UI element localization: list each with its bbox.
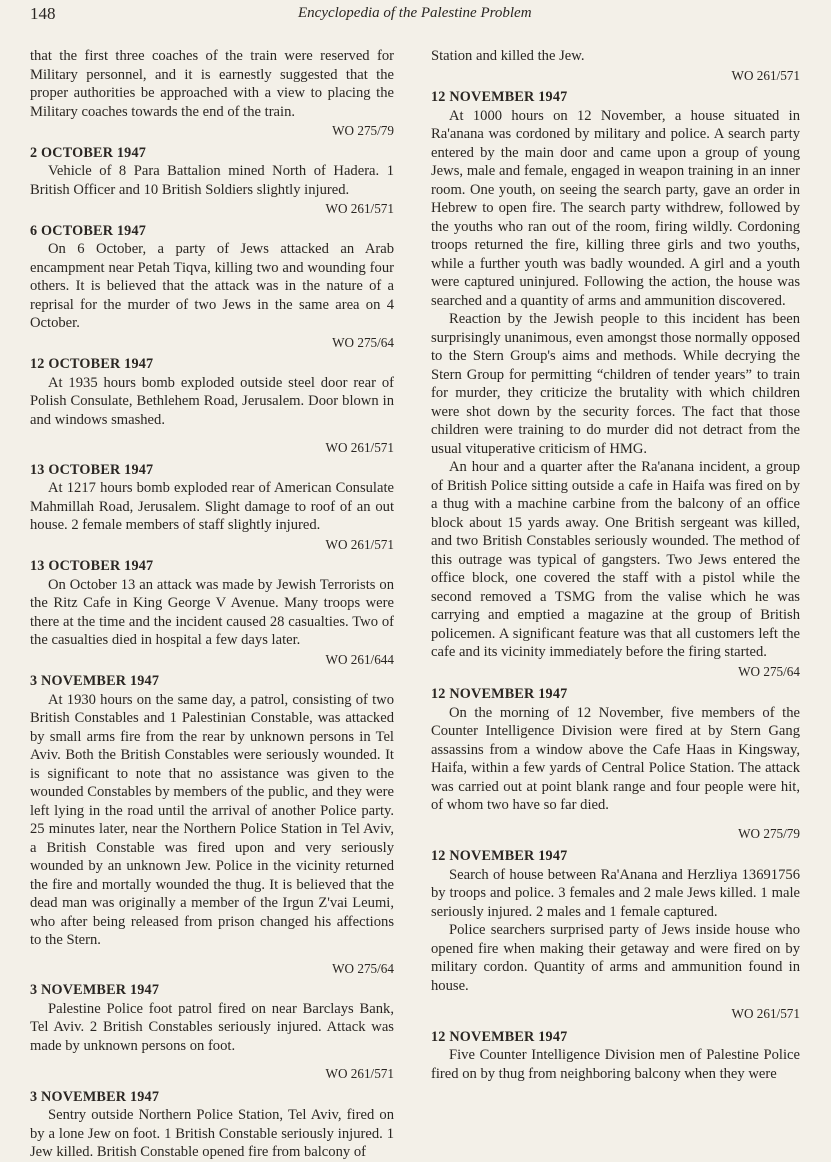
entry-heading: 13 OCTOBER 1947: [30, 558, 154, 574]
archive-reference: WO 261/571: [731, 1006, 800, 1021]
entry-paragraph: Police searchers surprised party of Jews inside house who opened fire when making their getaway and were fired on by military cordon. Quantity of arms and ammunition found in house.: [431, 922, 800, 994]
right-intro-reference: WO 261/571: [731, 67, 800, 83]
entry-heading: 3 NOVEMBER 1947: [30, 673, 160, 689]
page-header: [0, 0, 831, 34]
entry-heading: 12 OCTOBER 1947: [30, 356, 154, 372]
entry-heading: 12 NOVEMBER 1947: [431, 848, 568, 864]
archive-reference: WO 275/64: [738, 663, 800, 679]
archive-reference: WO 261/571: [325, 536, 394, 552]
right-intro-paragraph: Station and killed the Jew.: [431, 48, 585, 64]
entry-heading: 13 OCTOBER 1947: [30, 461, 154, 478]
archive-reference: WO 275/79: [738, 825, 800, 841]
right-column: [431, 47, 800, 1082]
entry-paragraph: Sentry outside Northern Police Station, Tel Aviv, fired on by a lone Jew on foot. 1 British Constable seriously injured. 1 Jew killed. British Constable opened fire from balcony of: [30, 1107, 394, 1160]
entry-paragraph: On October 13 an attack was made by Jewish Terrorists on the Ritz Cafe in King George V Avenue. Many troops were there at the time and the incident caused 28 casualties. Two of the casualties died in hospital a few days later.: [30, 576, 394, 648]
left-column: [30, 47, 394, 1160]
entry-paragraph: On 6 October, a party of Jews attacked an Arab encampment near Petah Tiqva, killing two and wounding four others. It is believed that the attack was in the nature of a reprisal for the murder of two Jews in the same area on 4 October.: [30, 241, 394, 331]
entry-heading: 3 NOVEMBER 1947: [30, 982, 160, 998]
entry-paragraph: Palestine Police foot patrol fired on near Barclays Bank, Tel Aviv. 2 British Constables seriously injured. Attack was made by unknown persons on foot.: [30, 1000, 394, 1054]
entry-heading: 3 NOVEMBER 1947: [30, 1088, 160, 1105]
entry-paragraph: At 1935 hours bomb exploded outside steel door rear of Polish Consulate, Bethlehem Road, Jerusalem. Door blown in and windows smashed.: [30, 374, 394, 428]
entry-heading: 6 OCTOBER 1947: [30, 222, 147, 239]
entry-paragraph: At 1217 hours bomb exploded rear of American Consulate Mahmillah Road, Jerusalem. Slight damage to roof of an out house. 2 female members of staff slightly injured.: [30, 480, 394, 533]
entry-paragraph: At 1930 hours on the same day, a patrol, consisting of two British Constables and 1 Palestinian Constable, was attacked by small arms fire from the rear by unknown persons in Tel Aviv. Both the British Constables were seriously wounded. It is significant to note that no assistance was given to the wounded Constables by members of the public, and they were left lying in the road until the arrival of another Police party. 25 minutes later, near the Northern Police Station in Tel Aviv, a British Constable was fired upon and very seriously wounded by an unknown Jew. Police in the vicinity returned the fire and mortally wounded the thug. It is believed that the dead man was originally a member of the Irgun Z'vai Leumi, who after being released from prison changed his affections to the Stern.: [30, 691, 394, 948]
archive-reference: WO 261/644: [325, 651, 394, 667]
archive-reference: WO 261/571: [325, 1066, 394, 1081]
archive-reference: WO 261/571: [325, 201, 394, 216]
entry-paragraph: On the morning of 12 November, five members of the Counter Intelligence Division were fired at by Stern Gang assassins from a window above the Cafe Haas in Kingsway, Haifa, within a few yards of Central Police Station. The attack was carried out at point blank range and four people were hit, of whom two have so far died.: [431, 704, 800, 813]
archive-reference: WO 275/64: [332, 334, 394, 350]
running-title: Encyclopedia of the Palestine Problem: [298, 5, 532, 21]
left-intro-paragraph: that the first three coaches of the train were reserved for Military personnel, and it is earnestly suggested that the proper authorities be approached with a view to placing the Military coaches towards the end of the train.: [30, 48, 394, 120]
entry-paragraph: Vehicle of 8 Para Battalion mined North of Hadera. 1 British Officer and 10 British Soldiers slightly injured.: [30, 163, 394, 198]
entry-heading: 12 NOVEMBER 1947: [431, 686, 568, 702]
entry-heading: 12 NOVEMBER 1947: [431, 1028, 568, 1045]
archive-reference: WO 275/64: [332, 960, 394, 976]
entry-paragraph: Five Counter Intelligence Division men of Palestine Police fired on by thug from neighboring balcony when they were: [431, 1047, 800, 1082]
entry-paragraph: Reaction by the Jewish people to this incident has been surprisingly unanimous, even amongst those normally opposed to the Stern Group's aims and methods. While decrying the Stern Group for permitting “children of tender years” to train for murder, they criticize the brutality with which children were shot down by the security forces. The fact that those children were training to do murder did not detract from the usual vituperative criticism of HMG.: [431, 311, 800, 457]
entry-paragraph: An hour and a quarter after the Ra'anana incident, a group of British Police sitting outside a cafe in Haifa was fired on by a thug with a machine carbine from the balcony of an office block about 15 yards away. One British sergeant was killed, and two British Constables seriously wounded. The method of this outrage was typical of gangsters. Two Jews entered the office block, one covered the staff with a pistol while the second removed a TSMG from the valise which he was carrying and emptied a magazine at the group of British policemen. A significant feature was that all customers left the cafe and its vicinity immediately before the firing started.: [431, 459, 800, 660]
entry-heading: 2 OCTOBER 1947: [30, 144, 147, 161]
entry-heading: 12 NOVEMBER 1947: [431, 89, 568, 105]
page-number: 148: [30, 4, 56, 23]
left-intro-reference: WO 275/79: [332, 123, 394, 138]
archive-reference: WO 261/571: [325, 440, 394, 455]
entry-paragraph: Search of house between Ra'Anana and Herzliya 13691756 by troops and police. 3 females and 2 male Jews killed. 1 male seriously injured. 2 males and 1 female captured.: [431, 866, 800, 920]
entry-paragraph: At 1000 hours on 12 November, a house situated in Ra'anana was cordoned by military and police. A search party entered by the main door and came upon a group of young Jews, male and female, engaged in weapon training in an inner room. One youth, on seeing the search party, gave an order in Hebrew to open fire. The search party withdrew, followed by the youths who ran out of the room, firing wildly. Cordoning troops returned the fire, killing three girls and two youths, while a further youth was badly wounded. A girl and a youth were captured uninjured. Following the action, the house was searched and a quantity of arms and ammunition discovered.: [431, 107, 800, 309]
